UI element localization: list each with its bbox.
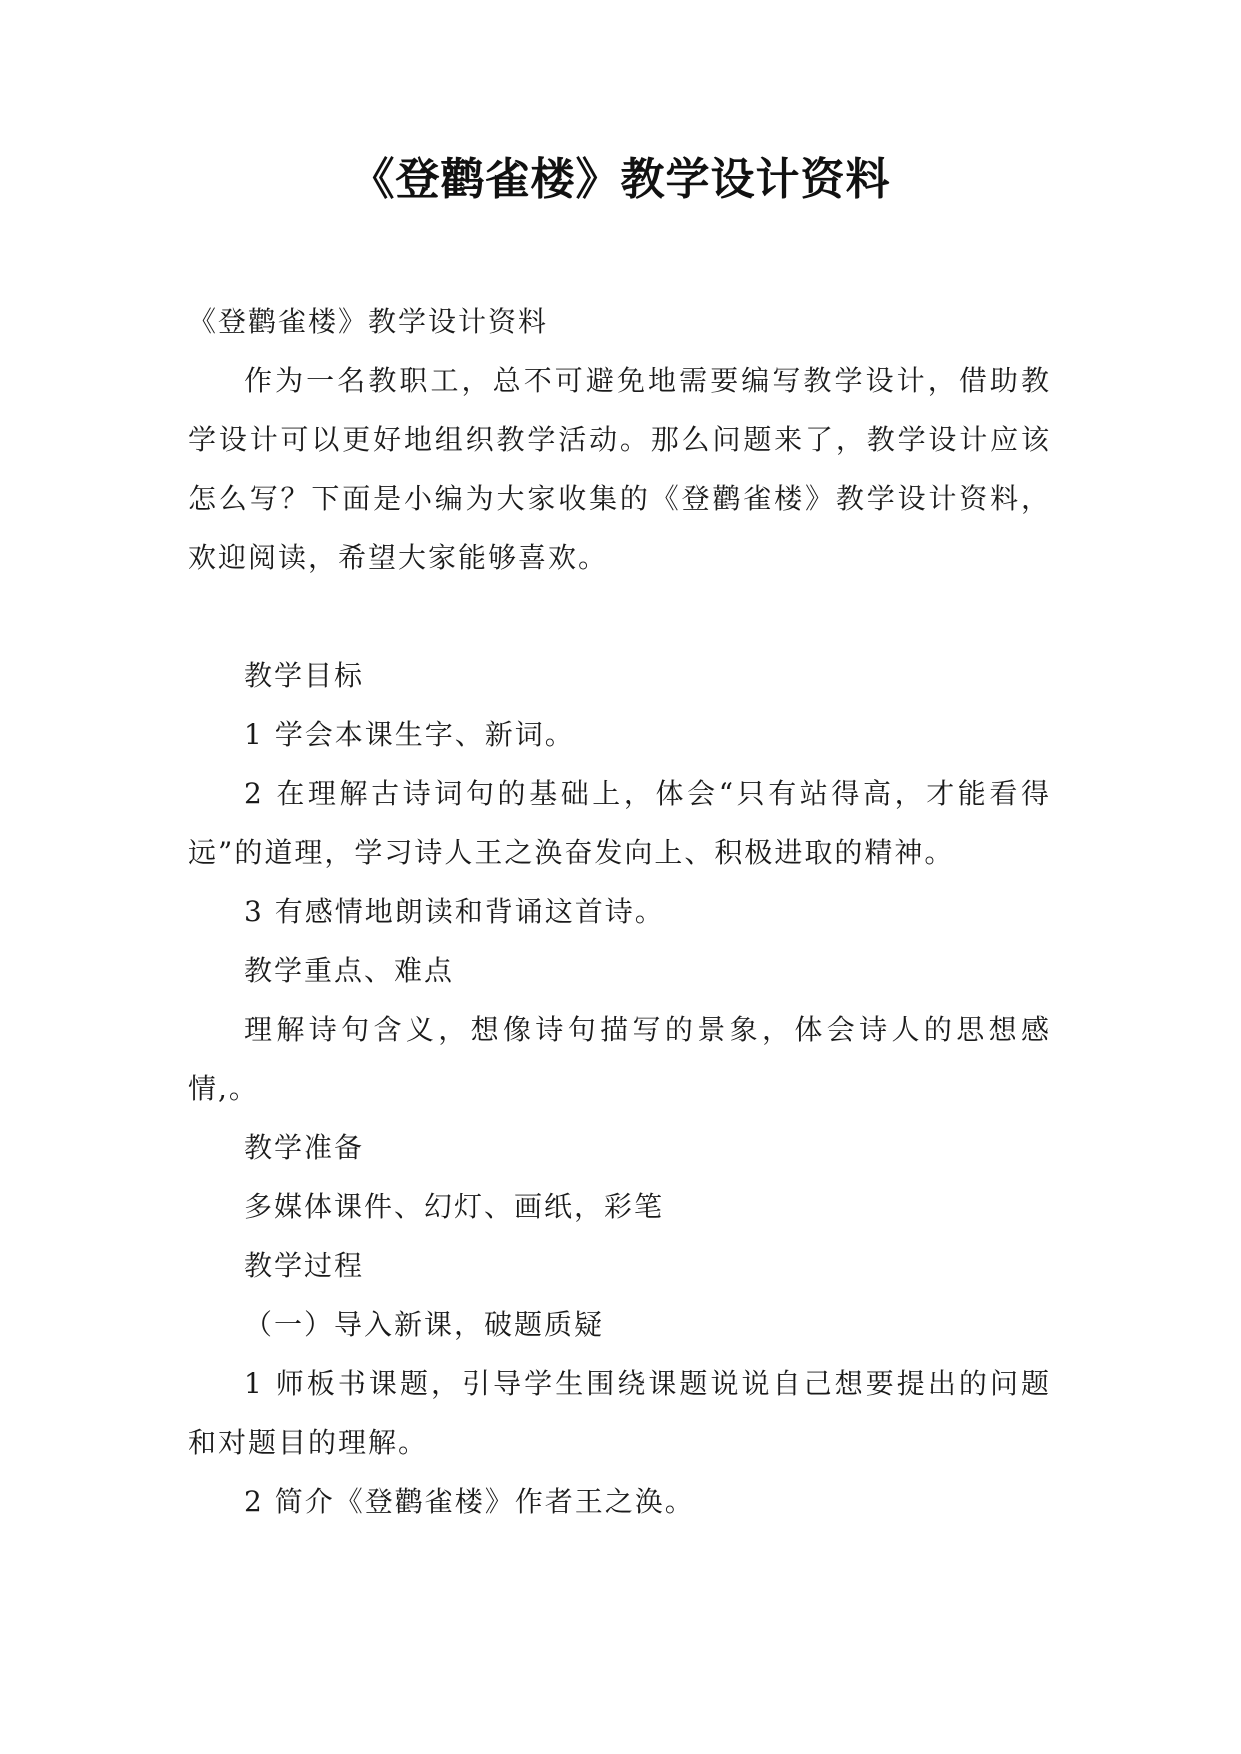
objective-item-3: 3 有感情地朗读和背诵这首诗。 [244,895,665,928]
paragraph-spacer [188,587,1051,646]
process-item-1: 1 师板书课题，引导学生围绕课题说说自己想要提出的问题和对题目的理解。 [188,1367,1051,1459]
document-body [188,292,1051,1531]
document-title: 《登鹳雀楼》教学设计资料 [350,154,891,205]
body-heading: 《登鹳雀楼》教学设计资料 [188,305,549,338]
preparation-text: 多媒体课件、幻灯、画纸，彩笔 [244,1190,665,1223]
intro-paragraph: 作为一名教职工，总不可避免地需要编写教学设计，借助教学设计可以更好地组织教学活动。那么问题来了，教学设计应该怎么写？下面是小编为大家收集的《登鹳雀楼》教学设计资料，欢迎阅读，希望大家能够喜欢。 [188,364,1051,574]
key-points-text: 理解诗句含义，想像诗句描写的景象，体会诗人的思想感情,。 [188,1013,1051,1105]
objective-item-2: 2 在理解古诗词句的基础上，体会“只有站得高，才能看得远”的道理，学习诗人王之涣奋发向上、积极进取的精神。 [188,777,1051,869]
section-heading-objectives: 教学目标 [244,659,365,692]
section-heading-key-points: 教学重点、难点 [244,954,455,987]
objective-item-1: 1 学会本课生字、新词。 [244,718,575,751]
section-heading-preparation: 教学准备 [244,1131,365,1164]
section-heading-process: 教学过程 [244,1249,365,1282]
process-item-2: 2 简介《登鹳雀楼》作者王之涣。 [244,1485,695,1518]
process-step-heading-1: （一）导入新课，破题质疑 [244,1308,605,1341]
